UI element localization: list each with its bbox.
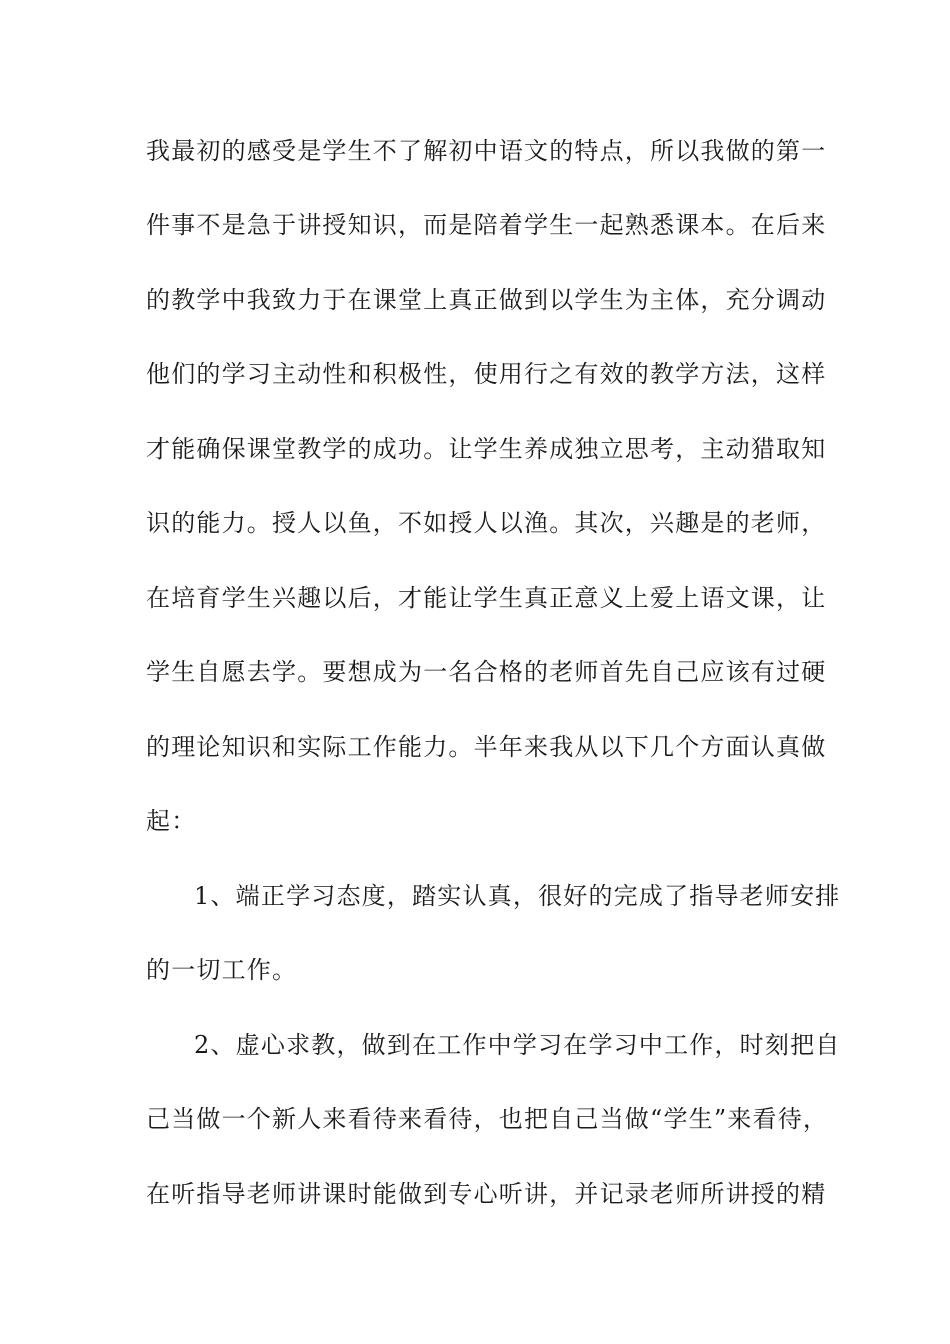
- text-line: 件事不是急于讲授知识，而是陪着学生一起熟悉课本。在后来: [146, 211, 827, 239]
- text-line: 在培育学生兴趣以后，才能让学生真正意义上爱上语文课，让: [146, 584, 827, 612]
- text-line: 在听指导老师讲课时能做到专心听讲，并记录老师所讲授的精: [146, 1180, 827, 1208]
- text-line: 的理论知识和实际工作能力。半年来我从以下几个方面认真做: [146, 733, 827, 761]
- text-line: 学生自愿去学。要想成为一名合格的老师首先自己应该有过硬: [146, 658, 827, 686]
- text-line: 他们的学习主动性和积极性，使用行之有效的教学方法，这样: [146, 360, 827, 388]
- text-line: 才能确保课堂教学的成功。让学生养成独立思考，主动猎取知: [146, 435, 827, 463]
- text-line: 的教学中我致力于在课堂上真正做到以学生为主体，充分调动: [146, 286, 827, 314]
- text-line: 我最初的感受是学生不了解初中语文的特点，所以我做的第一: [146, 137, 827, 165]
- text-line: 起：: [146, 807, 197, 835]
- text-line: 1、端正学习态度，踏实认真，很好的完成了指导老师安排: [194, 882, 841, 910]
- text-line: 的一切工作。: [146, 956, 298, 984]
- text-line: 己当做一个新人来看待来看待，也把自己当做“学生”来看待，: [146, 1105, 829, 1133]
- text-line: 2、虚心求教，做到在工作中学习在学习中工作，时刻把自: [194, 1031, 841, 1059]
- text-line: 识的能力。授人以鱼，不如授人以渔。其次，兴趣是的老师，: [146, 509, 827, 537]
